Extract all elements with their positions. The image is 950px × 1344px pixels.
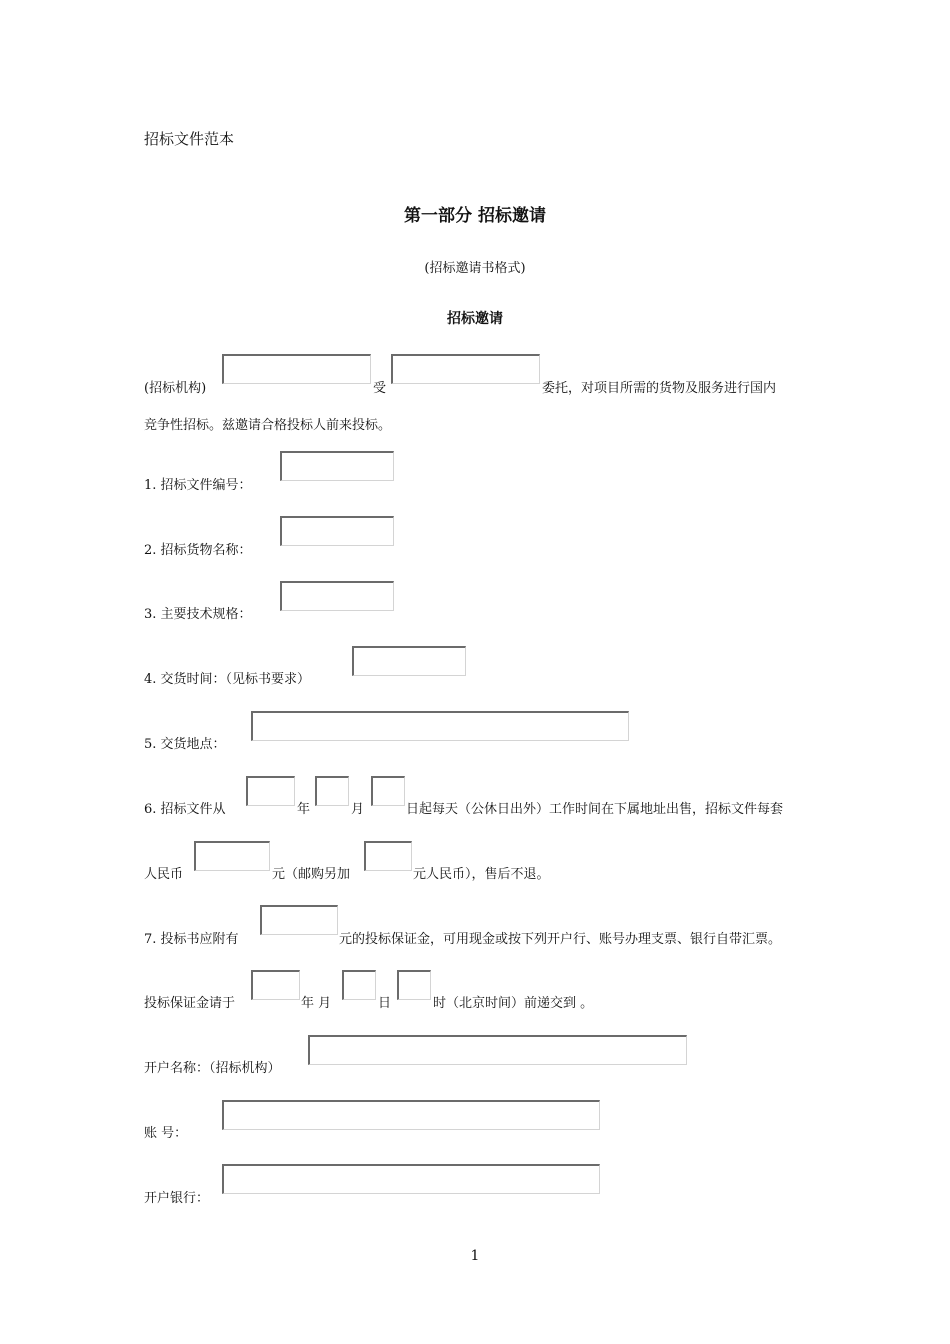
item-4-label: 4. 交货时间：（见标书要求）: [144, 672, 311, 687]
account-name-label: 开户名称：（招标机构）: [144, 1061, 281, 1076]
item-5-label: 5. 交货地点：: [144, 737, 226, 752]
item-6b-prefix: 人民币: [144, 867, 184, 882]
page-number: 1: [470, 1248, 480, 1264]
client-field[interactable]: [391, 354, 540, 384]
item-6-month: 月: [351, 802, 365, 817]
item-3-label: 3. 主要技术规格：: [144, 607, 252, 622]
intro-line2: 竞争性招标。兹邀请合格投标人前来投标。: [144, 418, 392, 433]
item-6b-mid: 元（邮购另加: [272, 867, 351, 882]
item-6b-suffix: 元人民币），售后不退。: [413, 867, 550, 882]
item-6-prefix: 6. 招标文件从: [144, 802, 226, 817]
tech-spec-field[interactable]: [280, 581, 394, 611]
item-6-year: 年: [297, 802, 311, 817]
deposit-day: 日: [378, 996, 392, 1011]
deposit-year-field[interactable]: [251, 970, 300, 1000]
deposit-hour-field[interactable]: [397, 970, 431, 1000]
goods-name-field[interactable]: [280, 516, 394, 546]
item-7-suffix: 元的投标保证金，可用现金或按下列开户行、账号办理支票、银行自带汇票。: [339, 932, 782, 947]
item-1-label: 1. 招标文件编号：: [144, 478, 252, 493]
intro-suffix: 委托，对项目所需的货物及服务进行国内: [542, 381, 777, 396]
sale-day-field[interactable]: [371, 776, 405, 806]
account-number-field[interactable]: [222, 1100, 600, 1130]
deposit-suffix: 时（北京时间）前递交到 。: [433, 996, 594, 1011]
tender-number-field[interactable]: [280, 451, 394, 481]
agency-field[interactable]: [222, 354, 371, 384]
account-name-field[interactable]: [308, 1035, 687, 1065]
deposit-prefix: 投标保证金请于: [144, 996, 236, 1011]
sale-month-field[interactable]: [315, 776, 349, 806]
delivery-location-field[interactable]: [251, 711, 629, 741]
intro-mid: 受: [373, 381, 387, 396]
sale-year-field[interactable]: [246, 776, 295, 806]
intro-prefix: (招标机构): [144, 381, 207, 396]
item-7-prefix: 7. 投标书应附有: [144, 932, 239, 947]
item-6-suffix: 日起每天（公休日出外）工作时间在下属地址出售，招标文件每套: [406, 802, 784, 817]
invitation-heading: 招标邀请: [447, 311, 503, 327]
bank-label: 开户银行：: [144, 1191, 210, 1206]
postage-field[interactable]: [364, 841, 412, 871]
bank-field[interactable]: [222, 1164, 600, 1194]
account-number-label: 账 号：: [144, 1126, 188, 1141]
format-note: (招标邀请书格式): [424, 261, 526, 276]
part-title: 第一部分 招标邀请: [404, 206, 546, 226]
deposit-year-month: 年 月: [301, 996, 332, 1011]
deposit-day-field[interactable]: [342, 970, 376, 1000]
bid-bond-amount-field[interactable]: [260, 905, 338, 935]
delivery-time-field[interactable]: [352, 646, 466, 676]
document-title: 招标文件范本: [144, 130, 235, 148]
price-field[interactable]: [194, 841, 270, 871]
item-2-label: 2. 招标货物名称：: [144, 543, 252, 558]
